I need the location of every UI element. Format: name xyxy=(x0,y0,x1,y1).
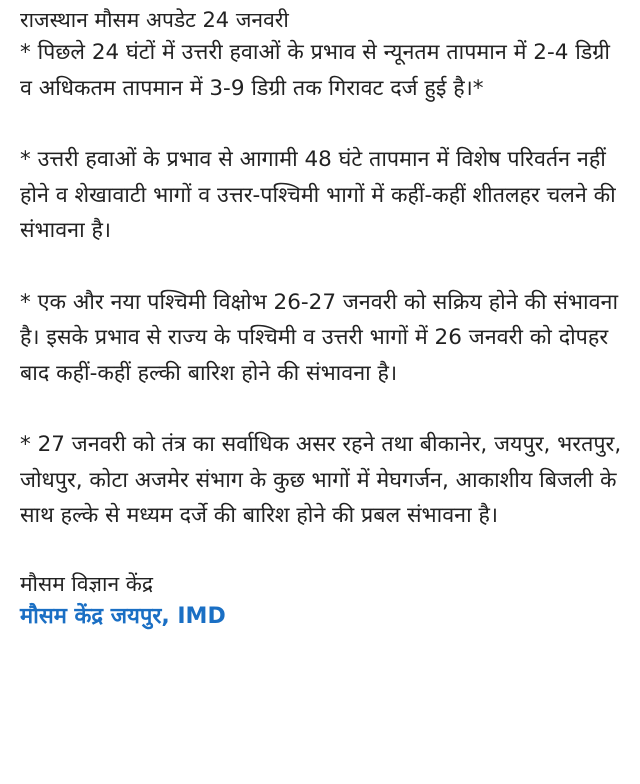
paragraph-rain-forecast: * 27 जनवरी को तंत्र का सर्वाधिक असर रहने तथा बीकानेर, जयपुर, भरतपुर, जोधपुर, कोटा अजमेर संभाग के कुछ भागों में मेघगर्जन, आकाशीय बिजली के साथ हल्के से मध्यम दर्जे की बारिश होने की प्रबल संभावना है। xyxy=(20,432,622,528)
paragraph-western-disturbance: * एक और नया पश्चिमी विक्षोभ 26-27 जनवरी को सक्रिय होने की संभावना है। इसके प्रभाव से राज्य के पश्चिमी व उत्तरी भागों में 26 जनवरी को दोपहर बाद कहीं-कहीं हल्की बारिश होने की संभावना है। xyxy=(20,289,619,386)
signature-text: मौसम विज्ञान केंद्र xyxy=(20,571,154,596)
paragraph-temperature-drop: * पिछले 24 घंटों में उत्तरी हवाओं के प्रभाव से न्यूनतम तापमान में 2-4 डिग्री व अधिकतम तापमान में 3-9 डिग्री तक गिरावट दर्ज हुई है।* xyxy=(20,40,611,101)
org-link-imd-jaipur[interactable]: मौसम केंद्र जयपुर, IMD xyxy=(20,603,226,629)
paragraph-cold-wave-forecast: * उत्तरी हवाओं के प्रभाव से आगामी 48 घंटे तापमान में विशेष परिवर्तन नहीं होने व शेखावाटी भागों व उत्तर-पश्चिमी भागों में कहीं-कहीं शीतलहर चलने की संभावना है। xyxy=(20,147,616,243)
post-title: राजस्थान मौसम अपडेट 24 जनवरी xyxy=(20,8,289,32)
